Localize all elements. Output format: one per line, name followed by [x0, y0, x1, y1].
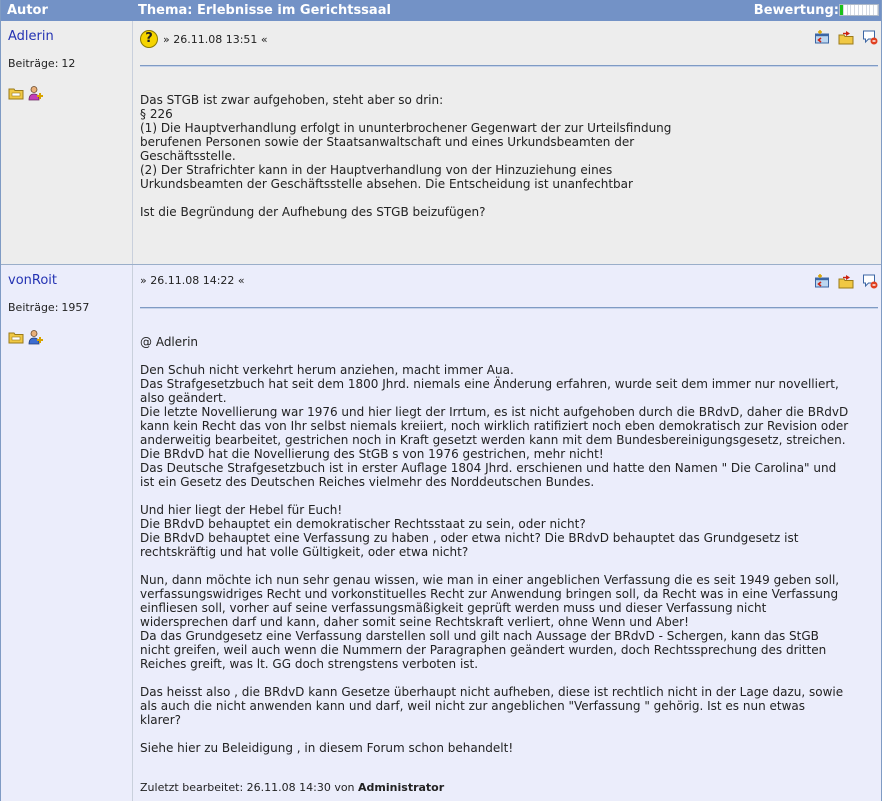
post-count-value: 12 [61, 57, 76, 70]
reply-icon[interactable] [838, 273, 854, 289]
add-buddy-icon[interactable] [28, 329, 44, 345]
post-count-label: Beiträge: [8, 301, 59, 314]
author-post-count [8, 57, 75, 70]
report-icon[interactable] [862, 273, 878, 289]
post-date: » 26.11.08 13:51 « [163, 32, 268, 46]
last-edited-note [140, 781, 444, 794]
post-author-column [1, 265, 133, 801]
post-actions [814, 29, 878, 45]
rating-meter[interactable] [839, 4, 879, 16]
report-icon[interactable] [862, 29, 878, 45]
post-separator [140, 307, 878, 309]
post-message-column [140, 265, 878, 801]
rating-label: Bewertung: [753, 3, 839, 18]
folder-icon[interactable] [8, 85, 24, 101]
post [1, 265, 881, 801]
add-buddy-icon[interactable] [28, 85, 44, 101]
question-icon: ? [140, 30, 158, 48]
author-post-count [8, 301, 89, 314]
author-icons [8, 85, 44, 101]
author-icons [8, 329, 44, 345]
thread-header [1, 0, 881, 21]
post-separator [140, 65, 878, 67]
post-author-column [1, 21, 133, 264]
post-count-value: 1957 [61, 301, 90, 314]
post-actions [814, 273, 878, 289]
author-name-link[interactable]: vonRoit [8, 273, 57, 288]
post-meta [140, 274, 245, 287]
thread-title: Thema: Erlebnisse im Gerichtssaal [138, 3, 391, 18]
post-body: @ Adlerin Den Schuh nicht verkehrt herum anziehen, macht immer Aua. Das Strafgesetzbuch hat seit dem 1800 Jhrd. niemals eine Änderung erfahren, wurde seit dem immer nur novelliert, also geändert. Die letzte Novellierung war 1976 und hier liegt der Irrtum, es ist nicht aufgehoben durch die BRdvD, daher die BRdvD kann kein Recht das von Ihr selbst niemals kreiiert, noch wirklich ratifiziert noch eben demokratisch zur Revision oder anderweitig bearbeitet, gestrichen noch in Kraft gesetzt werden kann mit dem Bundesbereinigungsgesetz, streichen. Die BRdvD hat die Novellierung des StGB s von 1976 gestrichen, mehr nicht! Das Deutsche Strafgesetzbuch ist in erster Auflage 1804 Jhrd. erschienen und hatte den Namen " Die Carolina" und ist ein Gesetz des Deutschen Reiches vielmehr des Norddeutschen Bundes. Und hier liegt der Hebel für Euch! Die BRdvD behauptet ein demokratischer Rechtsstaat zu sein, oder nicht? Die BRdvD behauptet eine Verfassung zu haben , oder etwa nicht? Die BRdvD behauptet das Grundgesetz ist rechtskräftig und hat volle Gültigkeit, oder etwa nicht? Nun, dann möchte ich nun sehr genau wissen, wie man in einer angeblichen Verfassung die es seit 1949 geben soll, verfassungswidriges Recht und vorkonstituelles Recht zur Anwendung bringen soll, da Recht was in eine Verfassung einfliesen soll, vorher auf seine verfassungsmäßigkeit geprüft werden muss und dieser Verfassung nicht widersprechen darf und kann, daher somit seine Rechtskraft verliert, ohne Wenn und Aber! Da das Grundgesetz eine Verfassung darstellen soll und gilt nach Aussage der BRdvD - Schergen, kann das StGB nicht greifen, weil auch wenn die Nummern der Paragraphen geändert wurden, doch Rechtssprechung des dritten Reiches greift, was lt. GG doch strengstens verboten ist. Das heisst also , die BRdvD kann Gesetze überhaupt nicht aufheben, diese ist rechtlich nicht in der Lage dazu, sowie als auch die nicht anwenden kann und darf, weil nicht zur angeblichen "Verfassung " gehörig. Ist es nun etwas klarer? Siehe hier zu Beleidigung , in diesem Forum schon behandelt! [140, 335, 849, 755]
post-body: Das STGB ist zwar aufgehoben, steht aber so drin: § 226 (1) Die Hauptverhandlung erfolgt in ununterbrochener Gegenwart der zur Urteilsfindung berufenen Personen sowie der Staatsanwaltschaft und eines Urkundsbeamten der Geschäftsstelle. (2) Der Strafrichter kann in der Hauptverhandlung von der Hinzuziehung eines Urkundsbeamten der Geschäftsstelle absehen. Die Entscheidung ist unanfechtbar Ist die Begründung der Aufhebung des STGB beizufügen? [140, 93, 672, 219]
folder-icon[interactable] [8, 329, 24, 345]
quote-icon[interactable] [814, 273, 830, 289]
author-name-link[interactable]: Adlerin [8, 29, 54, 44]
post [1, 21, 881, 265]
post-count-label: Beiträge: [8, 57, 59, 70]
reply-icon[interactable] [838, 29, 854, 45]
post-meta [140, 30, 268, 48]
quote-icon[interactable] [814, 29, 830, 45]
post-message-column [140, 21, 878, 264]
last-edited-by: Administrator [358, 781, 445, 794]
author-column-header: Autor [7, 3, 48, 18]
last-edited-text: Zuletzt bearbeitet: 26.11.08 14:30 von [140, 781, 355, 794]
rating-segment [874, 5, 878, 15]
post-date: » 26.11.08 14:22 « [140, 274, 245, 287]
